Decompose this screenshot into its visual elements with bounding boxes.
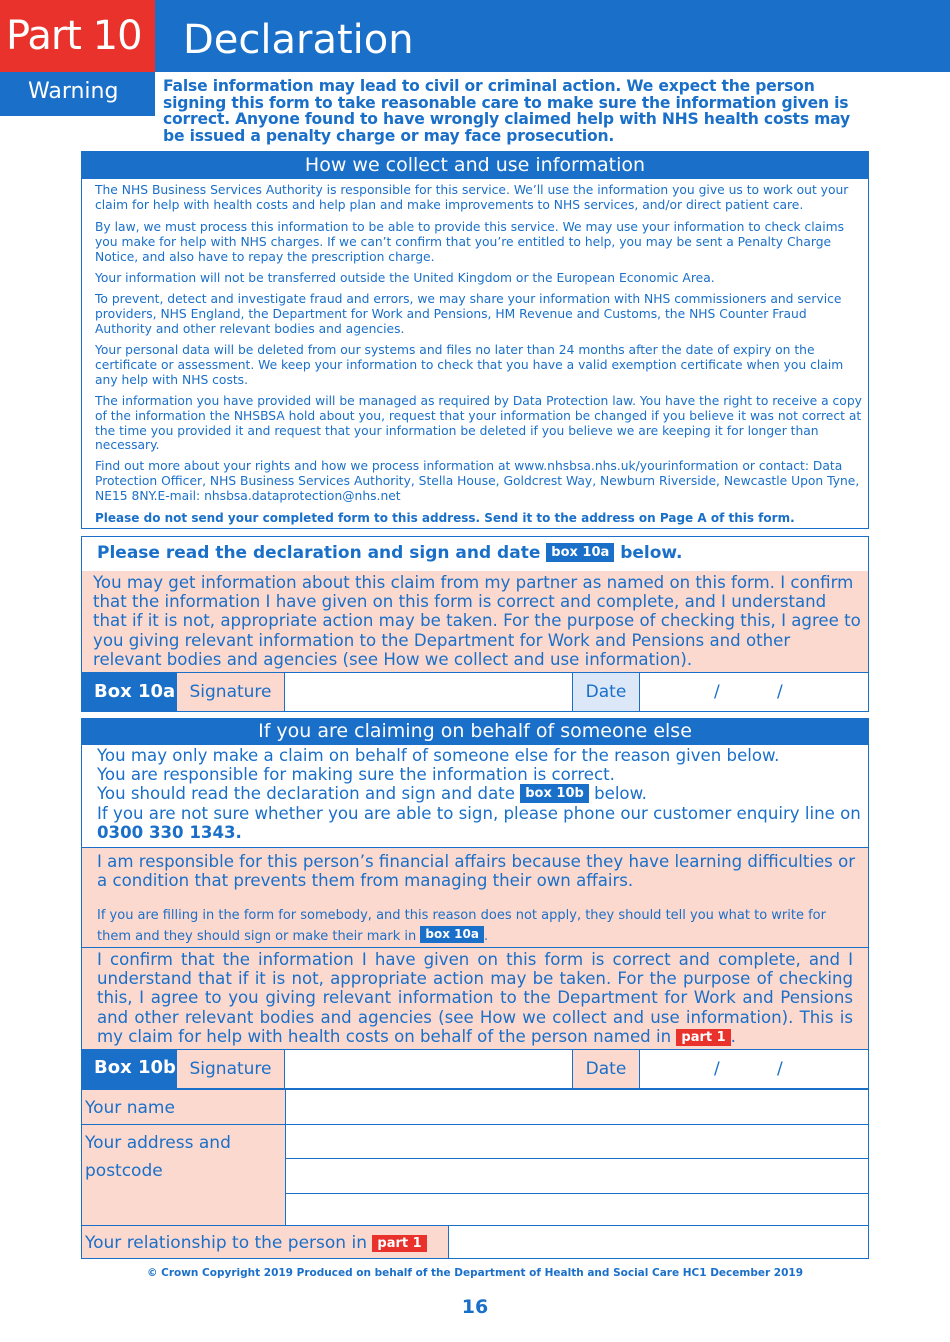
date-label: Date — [572, 673, 640, 711]
confirmation-end: . — [730, 1026, 736, 1046]
box-10b-label: Box 10b — [82, 1050, 177, 1088]
page-title: Declaration — [155, 0, 950, 72]
date-separator: / — [714, 682, 720, 702]
behalf-line — [97, 804, 867, 842]
declaration-heading — [97, 541, 683, 565]
behalf-line: You are responsible for making sure the information is correct. — [97, 765, 615, 785]
info-paragraph: The information you have provided will be managed as required by Data Protection law. You have the right to receive a copy of the information the NHSBSA hold about you, request that your information be changed if you believe it was not correct at the time you provided it and request that your information be deleted if you believe we are keeping it for longer than necessary. — [95, 394, 862, 453]
page-number: 16 — [461, 1296, 489, 1318]
behalf-instructions — [97, 746, 867, 842]
relationship-field[interactable] — [448, 1225, 869, 1259]
info-section-title: How we collect and use information — [81, 151, 869, 179]
warning-label: Warning — [0, 72, 155, 116]
address-line-2-field[interactable] — [285, 1158, 869, 1194]
confirmation-body: I confirm that the information I have given on this form is correct and complete, and I understand that if it is not, appropriate action may be taken. For the purpose of checking this, I agree to you giving relevant information to the Department for Work and Pensions and other relevant bodies and agencies (see How we collect and use information). This is my claim for help with health costs on behalf of the person named in — [97, 950, 853, 1046]
responsibility-text: I am responsible for this person’s financial affairs because they have learning difficulties or a condition that prevents them from managing their own affairs. — [97, 852, 856, 891]
your-name-label: Your name — [81, 1089, 286, 1125]
box-10b-tag: box 10b — [520, 784, 589, 803]
part-number-badge: Part 10 — [0, 0, 155, 72]
box-10a-tag: box 10a — [546, 543, 614, 562]
info-paragraph: Your information will not be transferred outside the United Kingdom or the European Economic Area. — [95, 271, 715, 285]
box-10a-label: Box 10a — [82, 673, 177, 711]
info-paragraph: Your personal data will be deleted from our systems and files no later than 24 months after the date of expiry on the certificate or assessment. We keep your information to check that you have a valid exemption certificate when you claim any help with NHS costs. — [95, 343, 844, 387]
note-text: . — [483, 929, 489, 944]
date-label: Date — [572, 1050, 640, 1088]
date-separator: / — [777, 1059, 783, 1079]
signature-label: Signature — [177, 673, 285, 711]
declaration-heading-text: Please read the declaration and sign and date — [97, 543, 541, 563]
info-paragraph: Find out more about your rights and how we process information at www.nhsbsa.nhs.uk/yourinformation or contact: Data Protection Officer, NHS Business Services Authority, Stella House, Goldcrest Way, Newburn Riverside, Newcastle Upon Tyne, NE15 8NY.E-mail: nhsbsa.dataprotection@nhs.net — [95, 459, 860, 503]
part-1-tag: part 1 — [372, 1235, 426, 1252]
address-label — [81, 1124, 286, 1226]
behalf-line-text: You should read the declaration and sign and date — [97, 784, 515, 804]
relationship-label-text: Your relationship to the person in — [85, 1233, 367, 1253]
info-paragraph: To prevent, detect and investigate fraud and errors, we may share your information with NHS commissioners and service providers, NHS England, the Department for Work and Pensions, HM Revenue and Customs, the NHS Counter Fraud Authority and other relevant bodies and agencies. — [95, 292, 842, 336]
relationship-label — [81, 1225, 449, 1259]
behalf-line-text: If you are not sure whether you are able to sign, please phone our customer enquiry line on — [97, 803, 861, 823]
info-paragraph: The NHS Business Services Authority is responsible for this service. We’ll use the information you give us to work out your claim for help with health costs and help plan and make improvements to NHS services, and/or direct patient care. — [95, 183, 849, 212]
note-text: If you are filling in the form for somebody, and this reason does not apply, they should tell you what to write for them and they should sign or make their mark in — [97, 908, 826, 944]
behalf-line-text: below. — [594, 784, 647, 804]
signature-field-10b[interactable] — [286, 1050, 572, 1088]
copyright-notice: © Crown Copyright 2019 Produced on behalf of the Department of Health and Social Care HC1 December 2019 — [146, 1267, 804, 1279]
declaration-heading-suffix: below. — [620, 543, 683, 563]
phone-number: 0300 330 1343. — [97, 822, 242, 842]
info-paragraph: By law, we must process this information to be able to provide this service. We may use your information to check claims you make for help with NHS charges. If we can’t confirm that you’re entitled to help, you may be sent a Penalty Charge Notice, and also have to repay the prescription charge. — [95, 220, 845, 264]
signature-field-10a[interactable] — [286, 673, 572, 711]
confirmation-text — [97, 950, 853, 1046]
send-address-note: Please do not send your completed form to this address. Send it to the address on Page A of this form. — [95, 511, 795, 525]
behalf-line — [97, 784, 867, 803]
responsibility-note — [97, 906, 857, 947]
date-field-10a[interactable] — [641, 673, 868, 711]
address-label-line: Your address and — [85, 1133, 231, 1153]
date-separator: / — [777, 682, 783, 702]
signature-label: Signature — [177, 1050, 285, 1088]
declaration-text: You may get information about this claim from my partner as named on this form. I confirm that the information I have given on this form is correct and complete, and I understand that if it is not, appropriate action may be taken. For the purpose of checking this, I agree to you giving relevant information to the Department for Work and Pensions and other relevant bodies and agencies (see How we collect and use information). — [93, 573, 861, 669]
box-10a-tag: box 10a — [420, 926, 484, 943]
your-name-field[interactable] — [285, 1089, 869, 1125]
address-label-line: postcode — [85, 1161, 163, 1181]
part-1-tag: part 1 — [676, 1029, 730, 1046]
date-field-10b[interactable] — [641, 1050, 868, 1088]
date-separator: / — [714, 1059, 720, 1079]
behalf-line: You may only make a claim on behalf of someone else for the reason given below. — [97, 746, 780, 765]
warning-text: False information may lead to civil or criminal action. We expect the person signing this form to take reasonable care to make sure the information given is correct. Anyone found to have wrongly claimed help with NHS health costs may be issued a penalty charge or may face prosecution. — [163, 77, 850, 145]
behalf-section-title: If you are claiming on behalf of someone else — [81, 718, 869, 745]
address-line-3-field[interactable] — [285, 1193, 869, 1226]
address-line-1-field[interactable] — [285, 1124, 869, 1159]
